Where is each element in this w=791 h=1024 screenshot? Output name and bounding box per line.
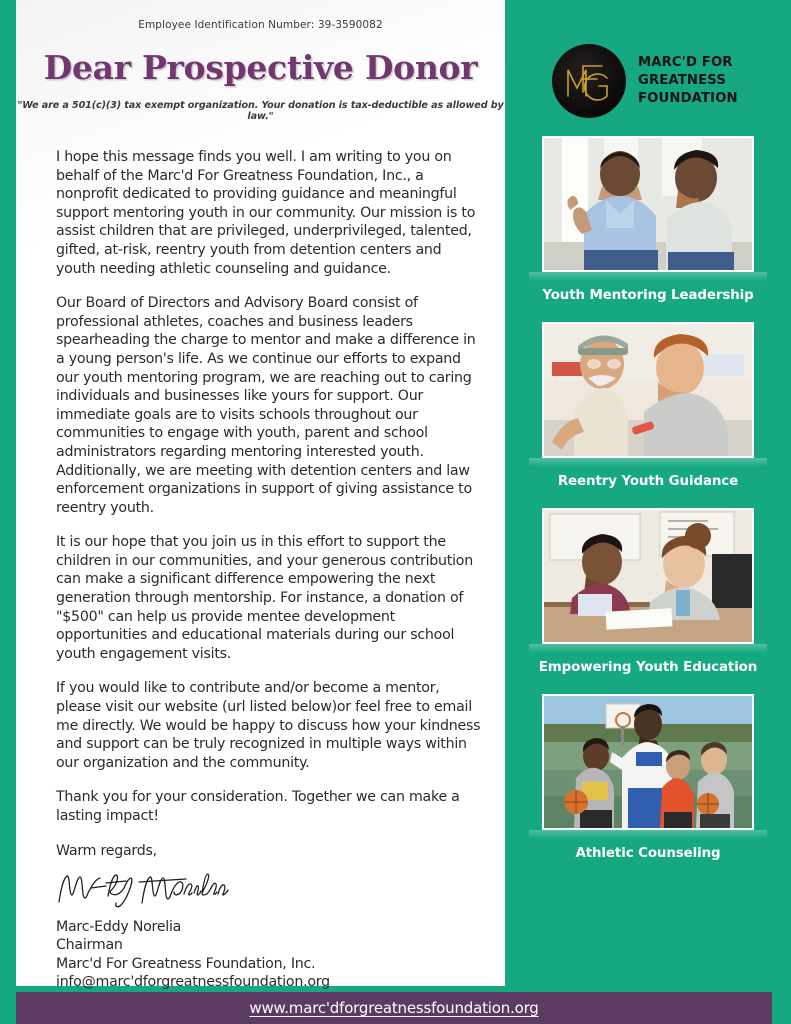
signer-organization: Marc'd For Greatness Foundation, Inc. bbox=[56, 955, 316, 972]
page-title: Dear Prospective Donor bbox=[43, 48, 478, 87]
sidebar-right bbox=[505, 0, 791, 986]
program-card bbox=[505, 694, 791, 861]
website-url-link[interactable]: www.marc'dforgreatnessfoundation.org bbox=[249, 999, 539, 1017]
photo-coach-with-boys-basketball-court bbox=[542, 694, 754, 830]
program-card-caption: Empowering Youth Education bbox=[538, 660, 758, 675]
brand-name-line3: FOUNDATION bbox=[638, 91, 738, 107]
mfg-monogram-icon bbox=[552, 44, 626, 118]
footer-bar bbox=[16, 992, 772, 1024]
letter-paragraph: It is our hope that you join us in this effort to support the children in our communities, and your generous contribution can make a significant difference empowering the next generation through mentorship. For instance, a donation of "$500" can help us provide mentee development opportunities and educational materials during our school youth engagement visits. bbox=[56, 534, 473, 662]
letter-paragraph: I hope this message finds you well. I am writing to you on behalf of the Marc'd For Greatness Foundation, Inc., a nonprofit dedicated to providing guidance and meaningful support mentoring youth in our community. Our mission is to assist children that are privileged, underprivileged, talented, gifted, at-risk, reentry youth from detention centers and youth needing athletic counseling and guidance. bbox=[56, 149, 476, 277]
signer-details bbox=[56, 918, 483, 991]
card-shadow bbox=[529, 830, 767, 839]
program-card bbox=[505, 508, 791, 675]
signer-email[interactable]: info@marc'dforgreatnessfoundation.org bbox=[56, 973, 330, 990]
letter-body bbox=[16, 148, 505, 991]
letter-panel bbox=[16, 0, 505, 990]
program-card bbox=[505, 136, 791, 303]
letter-paragraph: Our Board of Directors and Advisory Board consist of professional athletes, coaches and business leaders spearheading the charge to mentor and make a difference in a young person's life. As we continue our efforts to expand our youth mentoring program, we are reaching out to caring individuals and businesses like yours for support. Our immediate goals are to visits schools throughout our communities to engage with youth, parent and school administrators regarding mentoring interested youth. Additionally, we are meeting with detention centers and law enforcement organizations in support of giving assistance to reentry youth. bbox=[56, 295, 476, 516]
program-card-list bbox=[505, 118, 791, 861]
card-shadow bbox=[529, 272, 767, 281]
photo-mentor-and-boy-talking bbox=[542, 136, 754, 272]
signature-image bbox=[56, 866, 483, 910]
brand-logo-block bbox=[505, 0, 791, 118]
employee-identification-number: Employee Identification Number: 39-3590082 bbox=[138, 19, 383, 31]
letter-paragraph: Thank you for your consideration. Together we can make a lasting impact! bbox=[56, 789, 460, 824]
brand-name-line1: MARC'D FOR bbox=[638, 54, 733, 70]
brand-name bbox=[638, 54, 738, 109]
card-shadow bbox=[529, 458, 767, 467]
program-card bbox=[505, 322, 791, 489]
photo-older-man-guiding-teen bbox=[542, 322, 754, 458]
program-card-caption: Reentry Youth Guidance bbox=[557, 474, 739, 489]
photo-tutor-with-student-classroom bbox=[542, 508, 754, 644]
signer-title: Chairman bbox=[56, 937, 123, 954]
card-shadow bbox=[529, 644, 767, 653]
brand-name-line2: GREATNESS bbox=[638, 72, 726, 88]
letter-paragraph: If you would like to contribute and/or become a mentor, please visit our website (url listed below)or feel free to email me directly. We would be happy to discuss how your kindness and support can be truly recognized in multiple ways within our organization and the community. bbox=[56, 680, 481, 771]
closing-line: Warm regards, bbox=[56, 842, 157, 859]
program-card-caption: Athletic Counseling bbox=[575, 846, 721, 861]
tax-exempt-note: "We are a 501(c)(3) tax exempt organization. Your donation is tax-deductible as allowed by law." bbox=[17, 100, 504, 122]
program-card-caption: Youth Mentoring Leadership bbox=[542, 288, 754, 303]
signer-name: Marc-Eddy Norelia bbox=[56, 919, 182, 936]
